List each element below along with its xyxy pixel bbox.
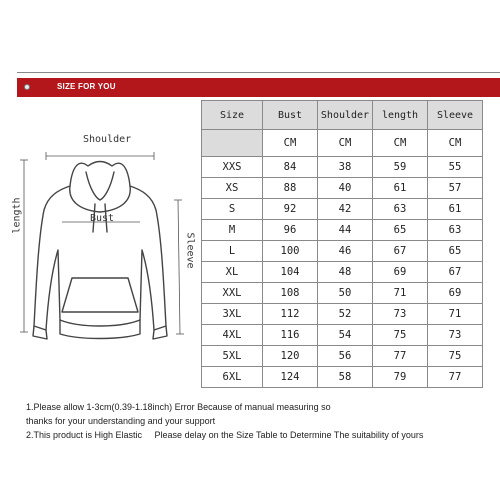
measurement-cell: 44: [318, 220, 373, 241]
table-row: [202, 178, 483, 199]
measurement-cell: 61: [428, 199, 483, 220]
size-cell: XL: [202, 262, 263, 283]
size-cell: XXL: [202, 283, 263, 304]
table-row: [202, 346, 483, 367]
measurement-cell: 65: [428, 241, 483, 262]
shoulder-label: Shoulder: [83, 134, 132, 145]
measurement-cell: 38: [318, 157, 373, 178]
notes: [26, 400, 423, 442]
size-cell: 3XL: [202, 304, 263, 325]
table-row: [202, 283, 483, 304]
banner-label: SIZE FOR YOU: [57, 82, 116, 91]
measurement-cell: 69: [373, 262, 428, 283]
measurement-cell: 57: [428, 178, 483, 199]
table-row: [202, 262, 483, 283]
measurement-cell: 63: [373, 199, 428, 220]
measurement-cell: 59: [373, 157, 428, 178]
measurement-cell: 84: [263, 157, 318, 178]
table-row: [202, 157, 483, 178]
measurement-cell: 88: [263, 178, 318, 199]
measurement-cell: 71: [373, 283, 428, 304]
measurement-cell: 55: [428, 157, 483, 178]
measurement-cell: 75: [428, 346, 483, 367]
measurement-cell: 65: [373, 220, 428, 241]
units-cell: [202, 130, 263, 157]
size-cell: S: [202, 199, 263, 220]
measurement-cell: 42: [318, 199, 373, 220]
banner-dot-icon: [24, 84, 30, 90]
size-cell: M: [202, 220, 263, 241]
units-cell: CM: [318, 130, 373, 157]
measurement-cell: 75: [373, 325, 428, 346]
measurement-cell: 104: [263, 262, 318, 283]
length-label: length: [11, 197, 23, 234]
measurement-cell: 116: [263, 325, 318, 346]
bust-label: Bust: [90, 213, 115, 224]
measurement-cell: 112: [263, 304, 318, 325]
measurement-cell: 54: [318, 325, 373, 346]
size-table: [201, 100, 483, 388]
measurement-cell: 40: [318, 178, 373, 199]
note-line: thanks for your understanding and your support: [26, 416, 216, 426]
measurement-cell: 46: [318, 241, 373, 262]
column-header: Bust: [263, 101, 318, 130]
measurement-cell: 124: [263, 367, 318, 388]
measurement-cell: 56: [318, 346, 373, 367]
measurement-cell: 67: [428, 262, 483, 283]
measurement-cell: 108: [263, 283, 318, 304]
table-header-row: [202, 101, 483, 130]
column-header: Size: [202, 101, 263, 130]
top-divider: [17, 72, 500, 73]
measurement-cell: 63: [428, 220, 483, 241]
measurement-cell: 71: [428, 304, 483, 325]
size-cell: 4XL: [202, 325, 263, 346]
units-row: [202, 130, 483, 157]
table-row: [202, 367, 483, 388]
measurement-cell: 67: [373, 241, 428, 262]
measurement-cell: 96: [263, 220, 318, 241]
sleeve-label: Sleeve: [184, 232, 196, 269]
units-cell: CM: [428, 130, 483, 157]
table-row: [202, 325, 483, 346]
column-header: Sleeve: [428, 101, 483, 130]
measurement-cell: 48: [318, 262, 373, 283]
measurement-cell: 77: [428, 367, 483, 388]
column-header: length: [373, 101, 428, 130]
note-line: 1.Please allow 1-3cm(0.39-1.18inch) Error Because of manual measuring so: [26, 402, 331, 412]
measurement-cell: 77: [373, 346, 428, 367]
units-cell: CM: [373, 130, 428, 157]
size-cell: L: [202, 241, 263, 262]
size-cell: 5XL: [202, 346, 263, 367]
table-row: [202, 304, 483, 325]
measurement-cell: 79: [373, 367, 428, 388]
table-row: [202, 220, 483, 241]
size-cell: XXS: [202, 157, 263, 178]
measurement-cell: 50: [318, 283, 373, 304]
hoodie-diagram: [0, 120, 200, 370]
measurement-cell: 120: [263, 346, 318, 367]
measurement-cell: 92: [263, 199, 318, 220]
table-row: [202, 241, 483, 262]
size-cell: XS: [202, 178, 263, 199]
measurement-cell: 100: [263, 241, 318, 262]
size-banner: [17, 78, 500, 97]
column-header: Shoulder: [318, 101, 373, 130]
size-cell: 6XL: [202, 367, 263, 388]
measurement-cell: 58: [318, 367, 373, 388]
measurement-cell: 61: [373, 178, 428, 199]
units-cell: CM: [263, 130, 318, 157]
measurement-cell: 73: [428, 325, 483, 346]
measurement-cell: 69: [428, 283, 483, 304]
table-row: [202, 199, 483, 220]
measurement-cell: 52: [318, 304, 373, 325]
note-line: 2.This product is High Elastic Please delay on the Size Table to Determine The suitability of yours: [26, 430, 424, 440]
measurement-cell: 73: [373, 304, 428, 325]
